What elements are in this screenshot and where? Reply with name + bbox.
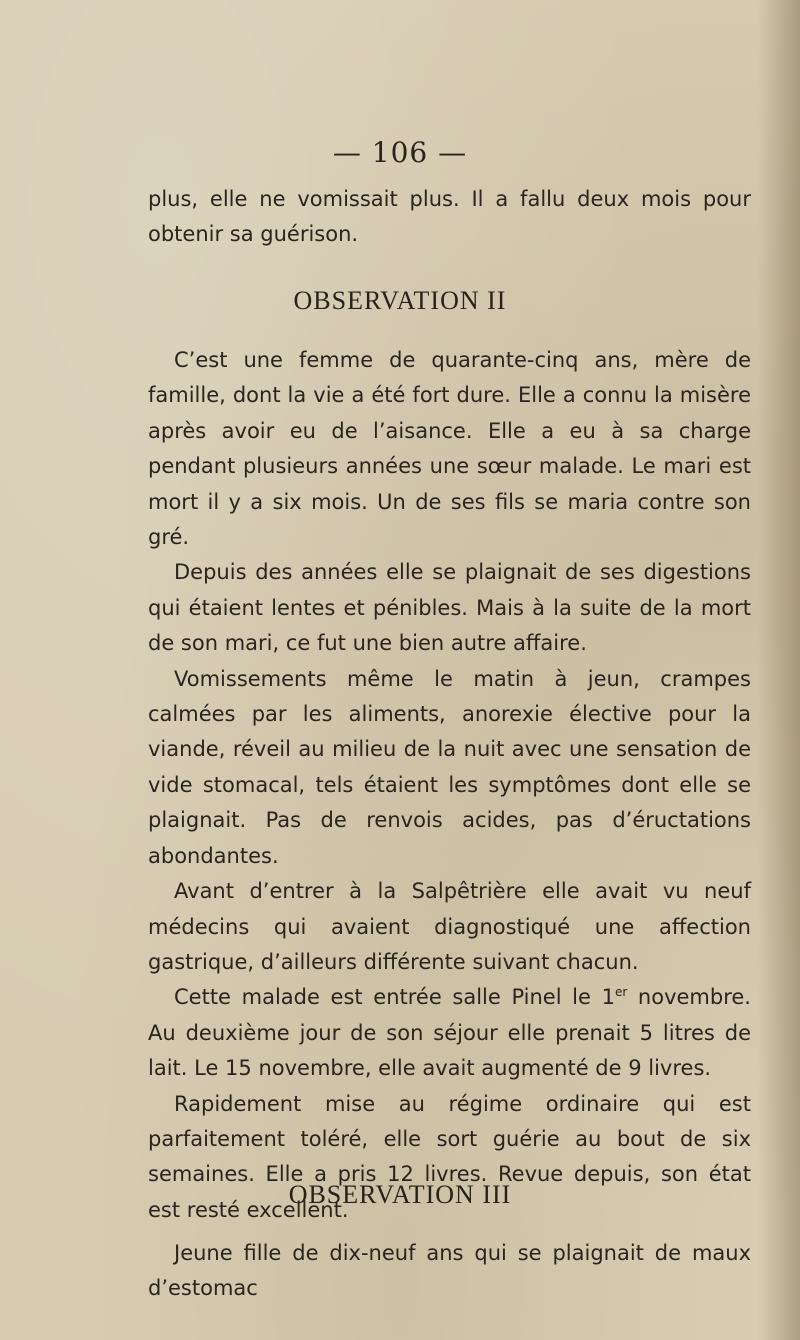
page-edge-shadow <box>758 0 800 1340</box>
paragraph-4: Avant d’entrer à la Salpêtrière elle avait vu neuf médecins qui avaient diagnostiqué une affection gastrique, d’ailleurs différente suivant chacun. <box>148 879 751 974</box>
page-number: — 106 — <box>332 136 468 169</box>
ordinal-superscript: er <box>614 985 628 1000</box>
continuation-paragraph: plus, elle ne vomissait plus. Il a fallu deux mois pour obtenir sa guérison. <box>148 187 751 247</box>
paragraph-3: Vomissements même le matin à jeun, crampes calmées par les aliments, anorexie élective pour la viande, réveil au milieu de la nuit avec une sensation de vide stomacal, tels étaient les symptômes dont elle se plaignait. Pas de renvois acides, pas d’éructations abondantes. <box>148 666 751 868</box>
observation-3-body <box>148 1236 751 1307</box>
observation-2-heading: OBSERVATION II <box>293 286 507 315</box>
paragraph-1: C’est une femme de quarante-cinq ans, mère de famille, dont la vie a été fort dure. Elle a connu la misère après avoir eu de l’aisance. Elle a eu à sa charge pendant plusieurs années une sœur malade. Le mari est mort il y a six mois. Un de ses fils se maria contre son gré. <box>148 348 751 550</box>
continuation-text <box>148 182 751 253</box>
paragraph-5-rest: novembre. Au deuxième jour de son séjour elle prenait 5 litres de lait. Le 15 novembre, elle avait augmenté de 9 livres. <box>148 985 751 1081</box>
observation-3-first-line: Jeune fille de dix-neuf ans qui se plaignait de maux d’estomac <box>148 1241 751 1301</box>
paragraph-6: Rapidement mise au régime ordinaire qui est parfaitement toléré, elle sort guérie au bout de six semaines. Elle a pris 12 livres. Revue depuis, son état est resté excellent. <box>148 1091 751 1222</box>
paragraph-5 <box>148 980 751 1086</box>
paragraph-2: Depuis des années elle se plaignait de ses digestions qui étaient lentes et pénibles. Mais à la suite de la mort de son mari, ce fut une bien autre affaire. <box>148 560 751 656</box>
observation-3-heading: OBSERVATION III <box>288 1180 512 1209</box>
paragraph-5-start: Cette malade est entrée salle Pinel le 1 <box>174 985 615 1010</box>
observation-2-body <box>148 343 751 1228</box>
